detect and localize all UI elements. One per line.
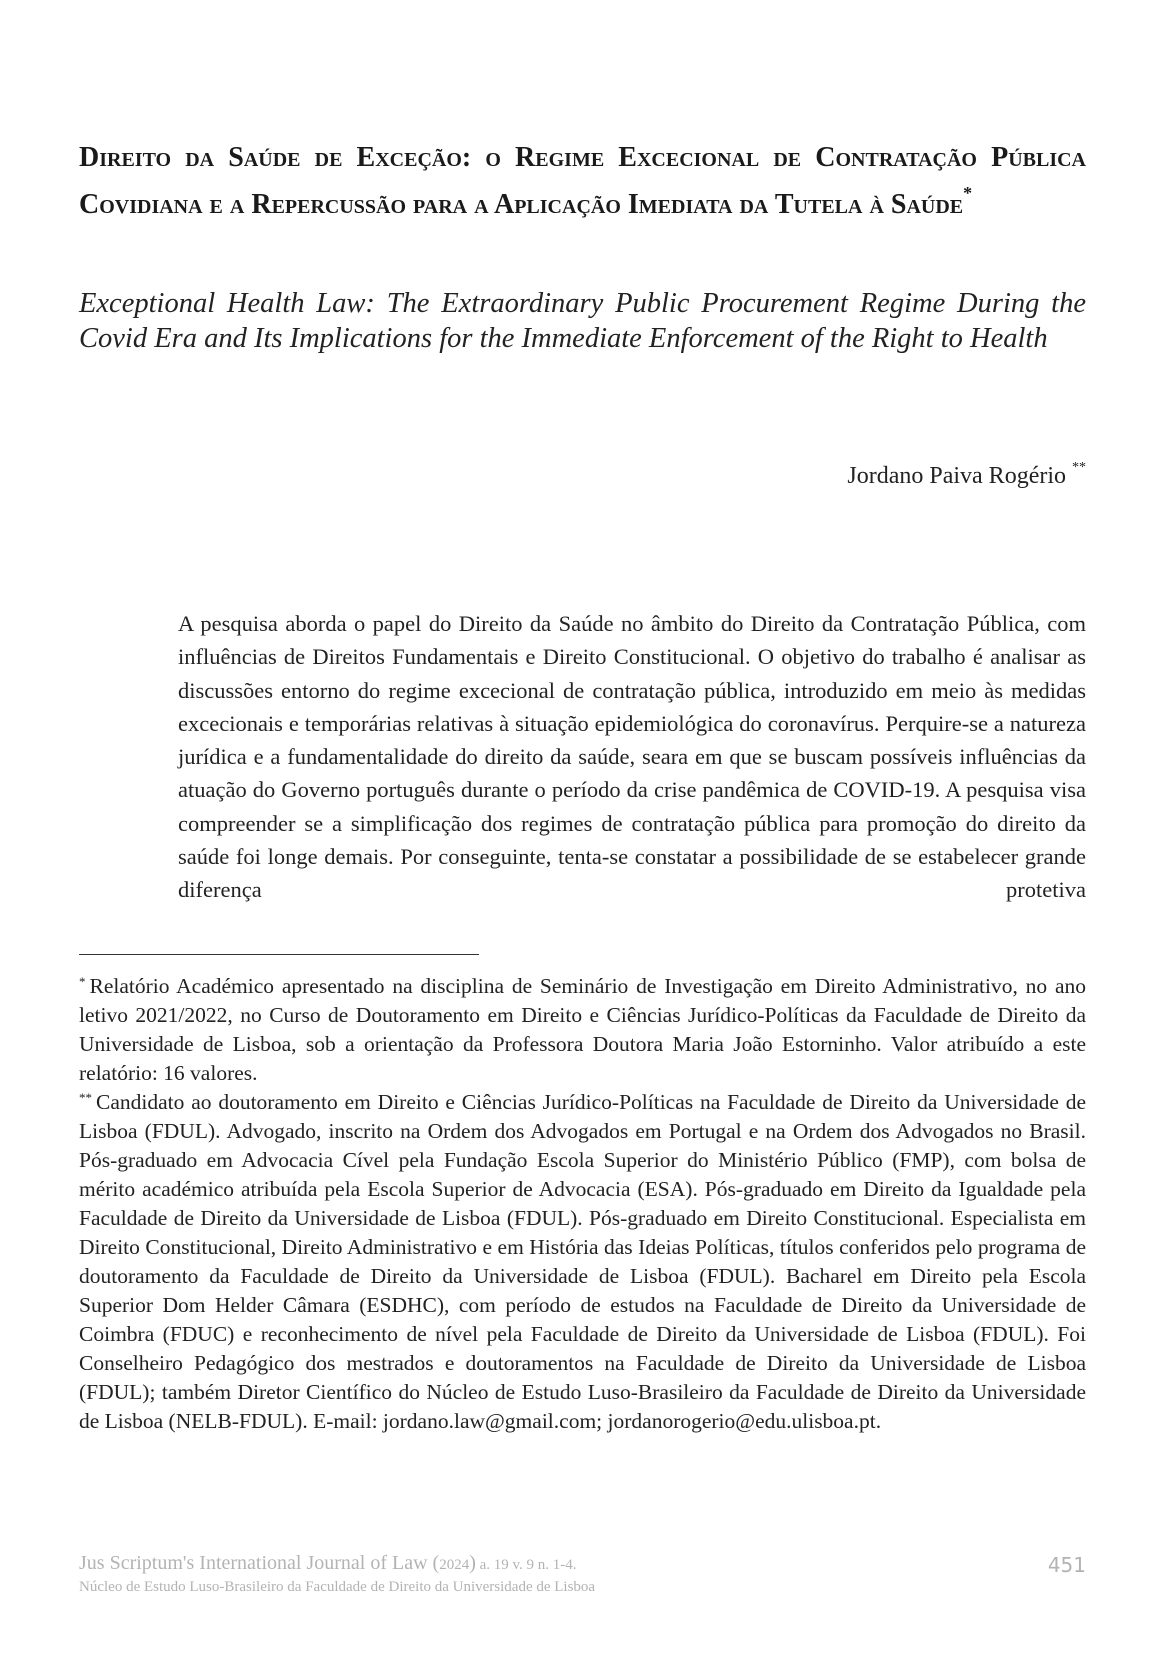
title-footnote-marker[interactable]: *: [963, 183, 973, 203]
journal-volume: a. 19 v. 9 n. 1-4.: [475, 1557, 577, 1573]
footnote-2: [79, 1088, 1086, 1436]
footnote-2-text: Candidato ao doutoramento em Direito e Ciências Jurídico-Políticas na Faculdade de Direito da Universidade de Lisboa (FDUL). Advogado, inscrito na Ordem dos Advogados em Portugal e na Ordem dos Advogados no Brasil. Pós-graduado em Advocacia Cível pela Fundação Escola Superior do Ministério Público (FMP), com bolsa de mérito académico atribuída pela Escola Superior de Advocacia (ESA). Pós-graduado em Direito da Igualdade pela Faculdade de Direito da Universidade de Lisboa (FDUL). Pós-graduado em Direito Constitucional. Especialista em Direito Constitucional, Direito Administrativo e em História das Ideias Políticas, títulos conferidos pelo programa de doutoramento da Faculdade de Direito da Universidade de Lisboa (FDUL). Bacharel em Direito pela Escola Superior Dom Helder Câmara (ESDHC), com período de estudos na Faculdade de Direito da Universidade de Coimbra (FDUC) e reconhecimento de nível pela Faculdade de Direito da Universidade de Lisboa (FDUL). Foi Conselheiro Pedagógico dos mestrados e doutoramentos na Faculdade de Direito da Universidade de Lisboa (FDUL); também Diretor Científico do Núcleo de Estudo Luso-Brasileiro da Faculdade de Direito da Universidade de Lisboa (NELB-FDUL). E-mail: jordano.law@gmail.com; jordanorogerio@edu.ulisboa.pt.: [79, 1090, 1086, 1433]
article-title: [79, 134, 1086, 228]
journal-close-paren: ): [469, 1552, 476, 1574]
journal-institution: Núcleo de Estudo Luso-Brasileiro da Faculdade de Direito da Universidade de Lisboa: [79, 1579, 596, 1595]
footnote-2-marker: **: [79, 1090, 92, 1105]
author-name: Jordano Paiva Rogério: [847, 463, 1066, 489]
footnotes: [79, 972, 1086, 1436]
footnote-1-marker: *: [79, 974, 86, 989]
footnote-1-text: Relatório Académico apresentado na disciplina de Seminário de Investigação em Direito Administrativo, no ano letivo 2021/2022, no Curso de Doutoramento em Direito e Ciências Jurídico-Políticas da Faculdade de Direito da Universidade de Lisboa, sob a orientação da Professora Doutora Maria João Estorninho. Valor atribuído a este relatório: 16 valores.: [79, 974, 1086, 1085]
footnote-separator: [79, 954, 479, 955]
author-line: [847, 460, 1086, 492]
journal-citation: [79, 1551, 577, 1577]
article-subtitle-english: Exceptional Health Law: The Extraordinary Public Procurement Regime During the Covid Era and Its Implications for the Immediate Enforcement of the Right to Health: [79, 288, 1086, 354]
article-title-text: Direito da Saúde de Exceção: o Regime Excecional de Contratação Pública Covidiana e a Repercussão para a Aplicação Imediata da Tutela à Saúde: [79, 142, 1086, 220]
abstract-text: A pesquisa aborda o papel do Direito da Saúde no âmbito do Direito da Contratação Pública, com influências de Direitos Fundamentais e Direito Constitucional. O objetivo do trabalho é analisar as discussões entorno do regime excecional de contratação pública, introduzido em meio às medidas excecionais e temporárias relativas à situação epidemiológica do coronavírus. Perquire-se a natureza jurídica e a fundamentalidade do direito da saúde, seara em que se buscam possíveis influências da atuação do Governo português durante o período da crise pandêmica de COVID-19. A pesquisa visa compreender se a simplificação dos regimes de contratação pública para promoção do direito da saúde foi longe demais. Por conseguinte, tenta-se constatar a possibilidade de se estabelecer grande diferença protetiva: [178, 611, 1086, 903]
footnote-1: [79, 972, 1086, 1088]
journal-year: 2024: [439, 1557, 470, 1573]
author-footnote-marker[interactable]: **: [1072, 460, 1086, 475]
journal-name: Jus Scriptum's International Journal of Law (: [79, 1552, 440, 1574]
page-number: 451: [1047, 1553, 1086, 1577]
